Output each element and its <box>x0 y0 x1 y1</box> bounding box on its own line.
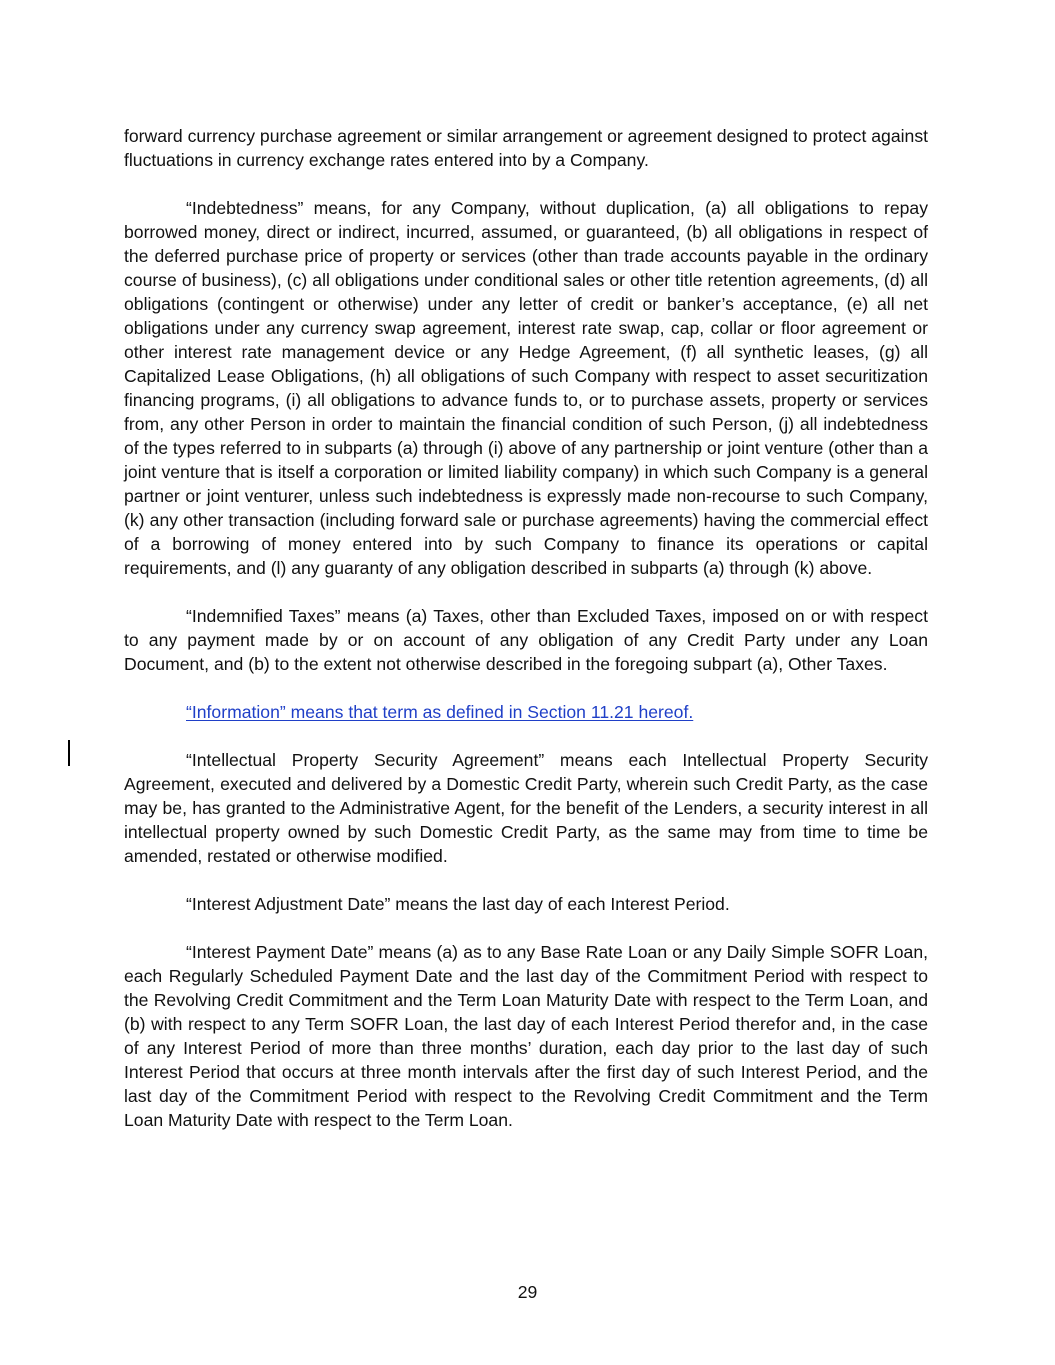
paragraph-continuation: forward currency purchase agreement or similar arrangement or agreement designed to protect against fluctuations in currency exchange rates entered into by a Company. <box>124 126 928 170</box>
revision-change-bar <box>68 740 70 766</box>
page-number: 29 <box>517 1282 538 1302</box>
page-body <box>124 124 928 1156</box>
definition-interest-payment-date: “Interest Payment Date” means (a) as to any Base Rate Loan or any Daily Simple SOFR Loan, each Regularly Scheduled Payment Date and the last day of the Commitment Period with respect to the Revolving Credit Commitment and the Term Loan Maturity Date with respect to the Term Loan, and (b) with respect to any Term SOFR Loan, the last day of each Interest Period therefor and, in the case of any Interest Period of more than three months’ duration, each day prior to the last day of such Interest Period that occurs at three month intervals after the first day of such Interest Period, and the last day of the Commitment Period with respect to the Revolving Credit Commitment and the Term Loan Maturity Date with respect to the Term Loan. <box>124 942 928 1130</box>
definition-interest-adjustment-date: “Interest Adjustment Date” means the last day of each Interest Period. <box>186 894 730 914</box>
definition-ip-security-agreement: “Intellectual Property Security Agreement” means each Intellectual Property Security Agreement, executed and delivered by a Domestic Credit Party, wherein such Credit Party, as the case may be, has granted to the Administrative Agent, for the benefit of the Lenders, a security interest in all intellectual property owned by such Domestic Credit Party, as the same may from time to time be amended, restated or otherwise modified. <box>124 750 928 866</box>
definition-indebtedness: “Indebtedness” means, for any Company, without duplication, (a) all obligations to repay borrowed money, direct or indirect, incurred, assumed, or guaranteed, (b) all obligations in respect of the deferred purchase price of property or services (other than trade accounts payable in the ordinary course of business), (c) all obligations under conditional sales or other title retention agreements, (d) all obligations (contingent or otherwise) under any letter of credit or banker’s acceptance, (e) all net obligations under any currency swap agreement, interest rate swap, cap, collar or floor agreement or other interest rate management device or any Hedge Agreement, (f) all synthetic leases, (g) all Capitalized Lease Obligations, (h) all obligations of such Company with respect to asset securitization financing programs, (i) all obligations to advance funds to, or to purchase assets, property or services from, any other Person in order to maintain the financial condition of such Person, (j) all indebtedness of the types referred to in subparts (a) through (i) above of any partnership or joint venture (other than a joint venture that is itself a corporation or limited liability company) in which such Company is a general partner or joint venturer, unless such indebtedness is expressly made non-recourse to such Company, (k) any other transaction (including forward sale or purchase agreements) having the commercial effect of a borrowing of money entered into by such Company to finance its operations or capital requirements, and (l) any guaranty of any obligation described in subparts (a) through (k) above. <box>124 198 928 578</box>
definition-indemnified-taxes: “Indemnified Taxes” means (a) Taxes, other than Excluded Taxes, imposed on or with respect to any payment made by or on account of any obligation of any Credit Party under any Loan Document, and (b) to the extent not otherwise described in the foregoing subpart (a), Other Taxes. <box>124 606 928 674</box>
definition-information-inserted: “Information” means that term as defined in Section 11.21 hereof. <box>186 702 694 722</box>
